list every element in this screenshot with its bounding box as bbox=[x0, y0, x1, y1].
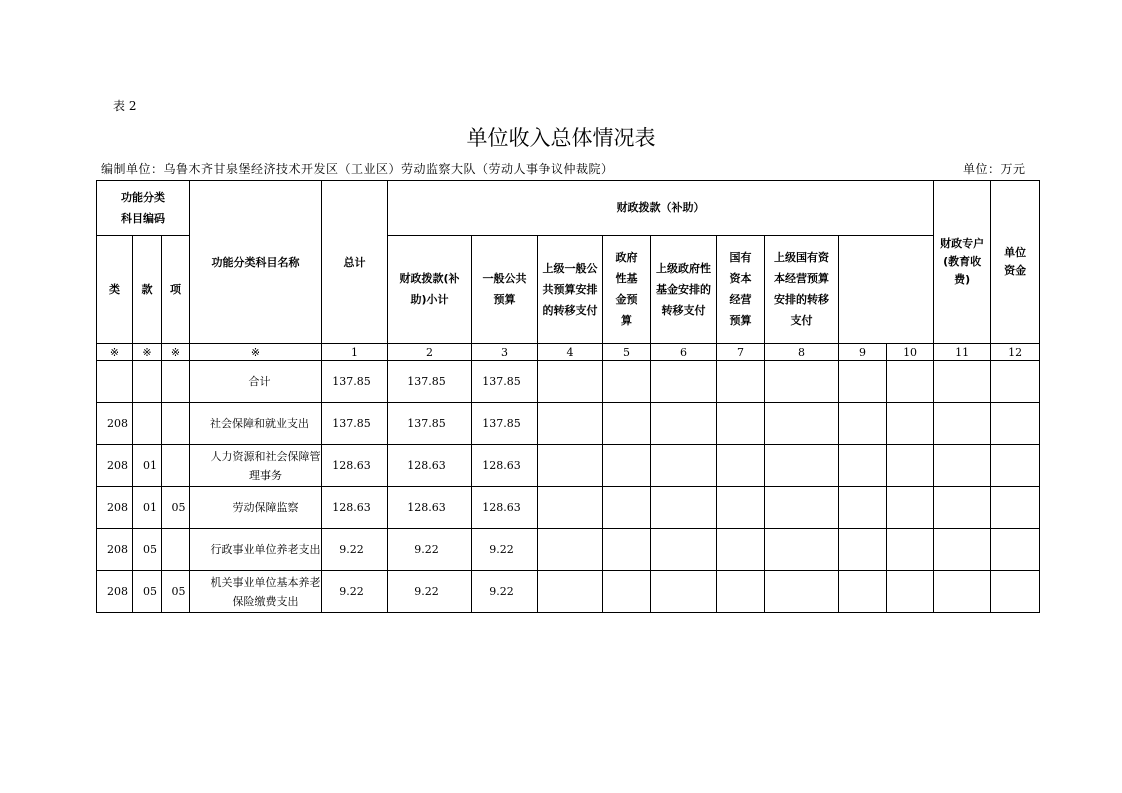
fiscal-subtotal-cell: 9.22 bbox=[388, 571, 472, 613]
table-label: 表 2 bbox=[113, 99, 137, 113]
table-row bbox=[97, 571, 1040, 613]
empty-cell bbox=[991, 403, 1040, 445]
table-row bbox=[97, 529, 1040, 571]
table-row bbox=[97, 361, 1040, 403]
fiscal-subtotal-cell: 128.63 bbox=[388, 487, 472, 529]
column-index-cell: 4 bbox=[538, 344, 603, 361]
fiscal-subtotal-cell: 137.85 bbox=[388, 403, 472, 445]
empty-cell bbox=[887, 487, 934, 529]
header-func-name: 功能分类科目名称 bbox=[190, 181, 322, 344]
func-name-cell: 机关事业单位基本养老保险缴费支出 bbox=[190, 571, 322, 613]
empty-cell bbox=[887, 571, 934, 613]
column-index-cell: 8 bbox=[765, 344, 839, 361]
empty-cell bbox=[765, 403, 839, 445]
empty-cell bbox=[839, 529, 887, 571]
header-func-code: 功能分类科目编码 bbox=[97, 181, 190, 236]
header-total: 总计 bbox=[322, 181, 388, 344]
empty-cell bbox=[934, 487, 991, 529]
code-kuan-cell bbox=[133, 403, 162, 445]
column-index-cell: 1 bbox=[322, 344, 388, 361]
empty-cell bbox=[651, 403, 717, 445]
empty-cell bbox=[839, 487, 887, 529]
code-xiang-cell bbox=[162, 403, 190, 445]
empty-cell bbox=[839, 571, 887, 613]
table-row bbox=[97, 487, 1040, 529]
empty-cell bbox=[934, 571, 991, 613]
header-kuan: 款 bbox=[133, 235, 162, 343]
empty-cell bbox=[765, 487, 839, 529]
column-index-cell: 5 bbox=[603, 344, 651, 361]
empty-cell bbox=[934, 445, 991, 487]
column-index-cell: 10 bbox=[887, 344, 934, 361]
page-title: 单位收入总体情况表 bbox=[466, 126, 656, 150]
func-name-cell: 社会保障和就业支出 bbox=[190, 403, 322, 445]
general-budget-cell: 137.85 bbox=[472, 361, 538, 403]
empty-cell bbox=[765, 529, 839, 571]
header-fiscal-group: 财政拨款（补助） bbox=[388, 181, 934, 236]
code-kuan-cell bbox=[133, 361, 162, 403]
empty-cell bbox=[839, 403, 887, 445]
empty-cell bbox=[934, 361, 991, 403]
general-budget-cell: 9.22 bbox=[472, 529, 538, 571]
column-index-row bbox=[97, 344, 1040, 361]
column-index-cell: 11 bbox=[934, 344, 991, 361]
code-kuan-cell: 01 bbox=[133, 487, 162, 529]
empty-cell bbox=[765, 361, 839, 403]
header-gov-fund-budget: 政府性基金预算 bbox=[603, 235, 651, 343]
general-budget-cell: 137.85 bbox=[472, 403, 538, 445]
total-cell: 128.63 bbox=[322, 487, 388, 529]
empty-cell bbox=[765, 445, 839, 487]
empty-cell bbox=[651, 487, 717, 529]
column-index-cell: 2 bbox=[388, 344, 472, 361]
empty-cell bbox=[538, 361, 603, 403]
empty-cell bbox=[538, 445, 603, 487]
code-lei-cell bbox=[97, 361, 133, 403]
fiscal-subtotal-cell: 137.85 bbox=[388, 361, 472, 403]
empty-cell bbox=[538, 529, 603, 571]
empty-cell bbox=[717, 403, 765, 445]
empty-cell bbox=[603, 361, 651, 403]
header-xiang: 项 bbox=[162, 235, 190, 343]
empty-cell bbox=[538, 403, 603, 445]
empty-cell bbox=[991, 571, 1040, 613]
header-general-budget: 一般公共预算 bbox=[472, 235, 538, 343]
code-kuan-cell: 05 bbox=[133, 571, 162, 613]
column-index-cell: 9 bbox=[839, 344, 887, 361]
total-cell: 9.22 bbox=[322, 529, 388, 571]
code-xiang-cell bbox=[162, 361, 190, 403]
empty-cell bbox=[839, 445, 887, 487]
empty-cell bbox=[538, 487, 603, 529]
empty-cell bbox=[603, 529, 651, 571]
empty-cell bbox=[651, 529, 717, 571]
empty-cell bbox=[991, 361, 1040, 403]
total-cell: 137.85 bbox=[322, 361, 388, 403]
general-budget-cell: 128.63 bbox=[472, 445, 538, 487]
code-xiang-cell bbox=[162, 445, 190, 487]
header-fiscal-subtotal: 财政拨款(补助)小计 bbox=[388, 235, 472, 343]
code-xiang-cell bbox=[162, 529, 190, 571]
empty-cell bbox=[934, 529, 991, 571]
empty-cell bbox=[765, 571, 839, 613]
header-upper-state-capital-transfer: 上级国有资本经营预算安排的转移支付 bbox=[765, 235, 839, 343]
column-index-cell: ※ bbox=[97, 344, 133, 361]
func-name-cell: 劳动保障监察 bbox=[190, 487, 322, 529]
empty-cell bbox=[717, 529, 765, 571]
code-lei-cell: 208 bbox=[97, 487, 133, 529]
column-index-cell: ※ bbox=[162, 344, 190, 361]
empty-cell bbox=[717, 487, 765, 529]
empty-cell bbox=[991, 529, 1040, 571]
code-kuan-cell: 01 bbox=[133, 445, 162, 487]
empty-cell bbox=[887, 529, 934, 571]
code-lei-cell: 208 bbox=[97, 529, 133, 571]
fiscal-subtotal-cell: 9.22 bbox=[388, 529, 472, 571]
total-cell: 9.22 bbox=[322, 571, 388, 613]
table-row bbox=[97, 445, 1040, 487]
column-index-cell: 7 bbox=[717, 344, 765, 361]
empty-cell bbox=[991, 487, 1040, 529]
empty-cell bbox=[651, 571, 717, 613]
code-lei-cell: 208 bbox=[97, 445, 133, 487]
empty-cell bbox=[887, 361, 934, 403]
empty-cell bbox=[651, 361, 717, 403]
header-lei: 类 bbox=[97, 235, 133, 343]
column-index-cell: 3 bbox=[472, 344, 538, 361]
empty-cell bbox=[717, 361, 765, 403]
total-cell: 137.85 bbox=[322, 403, 388, 445]
code-xiang-cell: 05 bbox=[162, 571, 190, 613]
header-upper-general-transfer: 上级一般公共预算安排的转移支付 bbox=[538, 235, 603, 343]
general-budget-cell: 9.22 bbox=[472, 571, 538, 613]
code-xiang-cell: 05 bbox=[162, 487, 190, 529]
fiscal-subtotal-cell: 128.63 bbox=[388, 445, 472, 487]
empty-cell bbox=[603, 487, 651, 529]
compiling-unit: 编制单位：乌鲁木齐甘泉堡经济技术开发区（工业区）劳动监察大队（劳动人事争议仲裁院） bbox=[101, 162, 614, 176]
column-index-cell: ※ bbox=[190, 344, 322, 361]
general-budget-cell: 128.63 bbox=[472, 487, 538, 529]
empty-cell bbox=[717, 571, 765, 613]
empty-cell bbox=[603, 445, 651, 487]
empty-cell bbox=[887, 445, 934, 487]
column-index-cell: 12 bbox=[991, 344, 1040, 361]
func-name-cell: 人力资源和社会保障管理事务 bbox=[190, 445, 322, 487]
header-state-capital-budget: 国有资本经营预算 bbox=[717, 235, 765, 343]
code-lei-cell: 208 bbox=[97, 403, 133, 445]
column-index-cell: 6 bbox=[651, 344, 717, 361]
func-name-cell: 合计 bbox=[190, 361, 322, 403]
empty-cell bbox=[603, 571, 651, 613]
empty-cell bbox=[887, 403, 934, 445]
currency-unit: 单位：万元 bbox=[963, 162, 1026, 176]
code-lei-cell: 208 bbox=[97, 571, 133, 613]
code-kuan-cell: 05 bbox=[133, 529, 162, 571]
empty-cell bbox=[717, 445, 765, 487]
header-fiscal-special: 财政专户(教育收费) bbox=[934, 181, 991, 344]
table-row bbox=[97, 403, 1040, 445]
column-index-cell: ※ bbox=[133, 344, 162, 361]
func-name-cell: 行政事业单位养老支出 bbox=[190, 529, 322, 571]
empty-cell bbox=[603, 403, 651, 445]
total-cell: 128.63 bbox=[322, 445, 388, 487]
empty-cell bbox=[991, 445, 1040, 487]
empty-cell bbox=[839, 361, 887, 403]
income-summary-table bbox=[96, 180, 1040, 613]
empty-cell bbox=[538, 571, 603, 613]
empty-cell bbox=[651, 445, 717, 487]
header-upper-gov-fund-transfer: 上级政府性基金安排的转移支付 bbox=[651, 235, 717, 343]
empty-cell bbox=[934, 403, 991, 445]
header-unit-funds: 单位资金 bbox=[991, 181, 1040, 344]
